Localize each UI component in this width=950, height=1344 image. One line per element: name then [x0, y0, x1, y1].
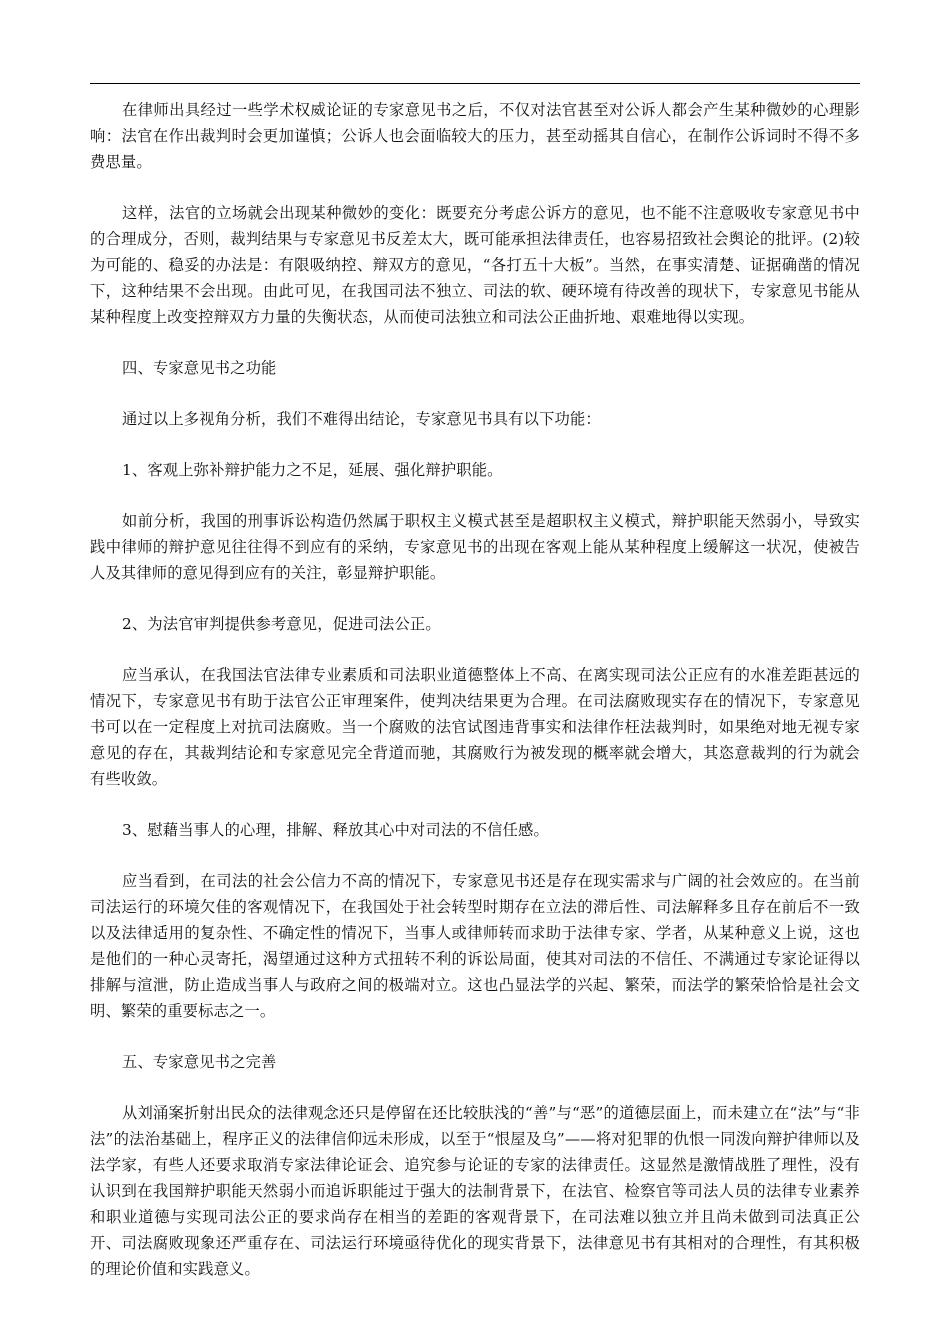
paragraph-judge-position: 这样，法官的立场就会出现某种微妙的变化：既要充分考虑公诉方的意见，也不能不注意吸收专家意见书中的合理成分，否则，裁判结果与专家意见书反差太大，既可能承担法律责任，也容易招致社会舆论的批评。(2)较为可能的、稳妥的办法是：有限吸纳控、辩双方的意见，“各打五十大板”。当然，在事实清楚、证据确凿的情况下，这种结果不会出现。由此可见，在我国司法不独立、司法的软、硬环境有待改善的现状下，专家意见书能从某种程度上改变控辩双方力量的失衡状态，从而使司法独立和司法公正曲折地、艰难地得以实现。: [90, 204, 860, 326]
paragraph-function-3: 应当看到，在司法的社会公信力不高的情况下，专家意见书还是存在现实需求与广阔的社会效应的。在当前司法运行的环境欠佳的客观情况下，在我国处于社会转型时期存在立法的滞后性、司法解释多且存在前后不一致以及法律适用的复杂性、不确定性的情况下，当事人或律师转而求助于法律专家、学者，从某种意义上说，这也是他们的一种心灵寄托，渴望通过这种方式扭转不利的诉讼局面，使其对司法的不信任、不满通过专家论证得以排解与渲泄，防止造成当事人与政府之间的极端对立。这也凸显法学的兴起、繁荣，而法学的繁荣恰恰是社会文明、繁荣的重要标志之一。: [90, 872, 860, 1020]
header-rule: [90, 83, 860, 84]
paragraph-function-1: 如前分析，我国的刑事诉讼构造仍然属于职权主义模式甚至是超职权主义模式，辩护职能天然弱小，导致实践中律师的辩护意见往往得不到应有的采纳，专家意见书的出现在客观上能从某种程度上缓解这一状况，使被告人及其律师的意见得到应有的关注，彰显辩护职能。: [90, 512, 860, 582]
section-heading-improvement: 五、专家意见书之完善: [122, 1053, 277, 1071]
section-heading-functions: 四、专家意见书之功能: [122, 359, 277, 377]
paragraph-function-2: 应当承认，在我国法官法律专业素质和司法职业道德整体上不高、在离实现司法公正应有的水准差距甚远的情况下，专家意见书有助于法官公正审理案件，使判决结果更为合理。在司法腐败现实存在的情况下，专家意见书可以在一定程度上对抗司法腐败。当一个腐败的法官试图违背事实和法律作枉法裁判时，如果绝对地无视专家意见的存在，其裁判结论和专家意见完全背道而驰，其腐败行为被发现的概率就会增大，其恣意裁判的行为就会有些收敛。: [90, 666, 860, 788]
subheading-function-3: 3、慰藉当事人的心理，排解、释放其心中对司法的不信任感。: [122, 821, 549, 839]
paragraph-improvement: 从刘涌案折射出民众的法律观念还只是停留在还比较肤浅的“善”与“恶”的道德层面上，而未建立在“法”与“非法”的法治基础上，程序正义的法律信仰远未形成，以至于“恨屋及乌”——将对犯罪的仇恨一同泼向辩护律师以及法学家，有些人还要求取消专家法律论证会、追究参与论证的专家的法律责任。这显然是激情战胜了理性，没有认识到在我国辩护职能天然弱小而追诉职能过于强大的法制背景下，在法官、检察官等司法人员的法律专业素养和职业道德与实现司法公正的要求尚存在相当的差距的客观背景下，在司法难以独立并且尚未做到司法真正公开、司法腐败现象还严重存在、司法运行环境亟待优化的现实背景下，法律意见书有其相对的合理性，有其积极的理论价值和实践意义。: [90, 1104, 860, 1278]
document-body: [90, 97, 860, 1282]
subheading-function-2: 2、为法官审判提供参考意见，促进司法公正。: [122, 615, 441, 633]
paragraph-expert-opinion-influence: 在律师出具经过一些学术权威论证的专家意见书之后，不仅对法官甚至对公诉人都会产生某种微妙的心理影响：法官在作出裁判时会更加谨慎；公诉人也会面临较大的压力，甚至动摇其自信心，在制作公诉词时不得不多费思量。: [90, 101, 860, 171]
paragraph-functions-intro: 通过以上多视角分析，我们不难得出结论，专家意见书具有以下功能：: [122, 410, 601, 428]
subheading-function-1: 1、客观上弥补辩护能力之不足，延展、强化辩护职能。: [122, 461, 503, 479]
